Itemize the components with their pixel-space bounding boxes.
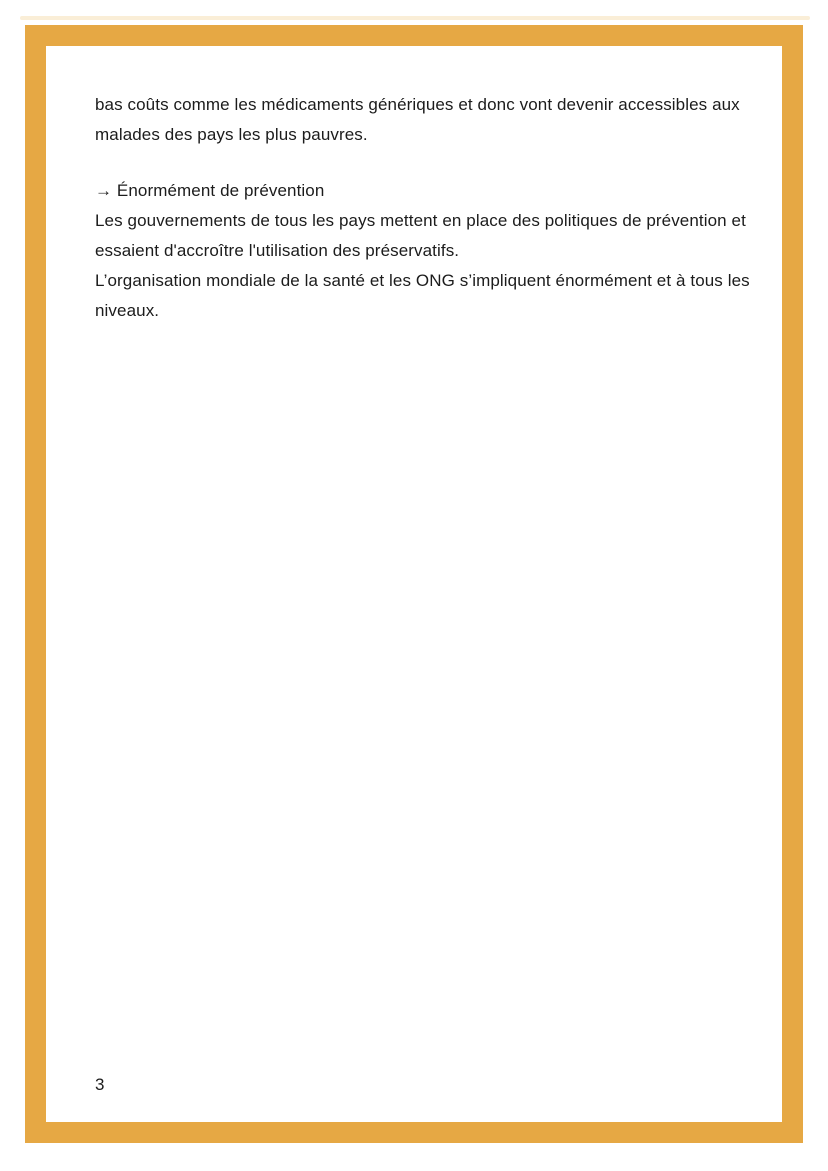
page-border [25, 25, 803, 1143]
text-line: malades des pays les plus pauvres. [95, 125, 368, 144]
text-line: L’organisation mondiale de la santé et les ONG s’impliquent énormément et à tous les [95, 271, 750, 290]
text-block [95, 90, 750, 326]
paragraph-continuation [95, 90, 740, 150]
arrow-heading-line: → Énormément de prévention [95, 181, 325, 200]
document-page [46, 46, 782, 1122]
text-line: essaient d'accroître l'utilisation des préservatifs. [95, 241, 460, 260]
page-number: 3 [95, 1075, 105, 1094]
text-line: Les gouvernements de tous les pays mettent en place des politiques de prévention et [95, 211, 746, 230]
scan-artifact-line [20, 16, 810, 20]
text-line: niveaux. [95, 301, 160, 320]
text-line: bas coûts comme les médicaments génériques et donc vont devenir accessibles aux [95, 95, 740, 114]
paragraph-prevention [95, 176, 750, 326]
